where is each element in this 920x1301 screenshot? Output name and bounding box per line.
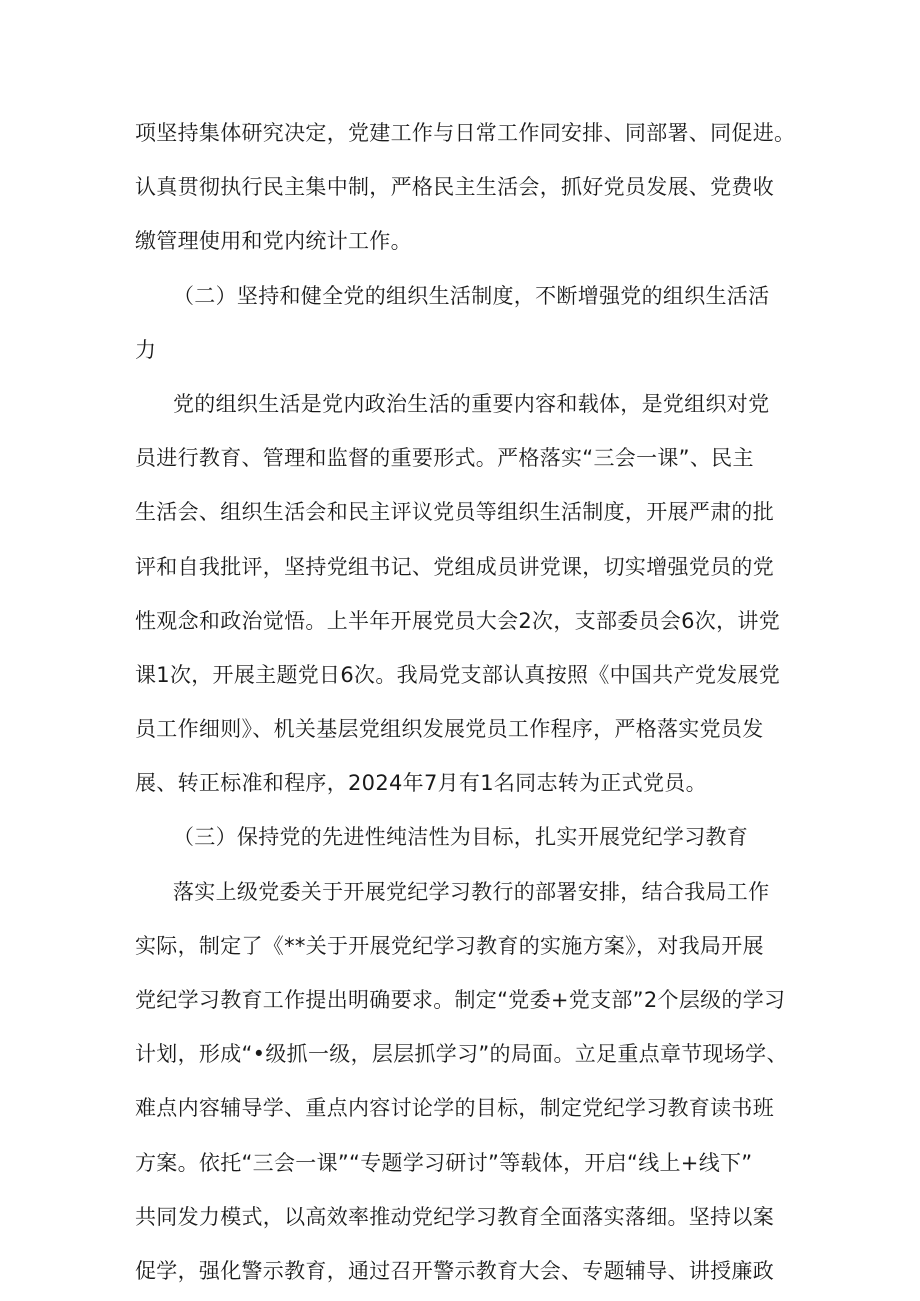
text-line: 实际，制定了《**关于开展党纪学习教育的实施方案》，对我局开展 <box>135 933 764 958</box>
text-line: 促学，强化警示教育，通过召开警示教育大会、专题辅导、讲授廉政 <box>135 1258 774 1283</box>
text-line: 员进行教育、管理和监督的重要形式。严格落实“三会一课”、民主 <box>135 446 754 471</box>
text-line: 共同发力模式，以高效率推动党纪学习教育全面落实落细。坚持以案 <box>135 1204 774 1229</box>
text-line: 方案。依托“三会一课”“专题学习研讨”等载体，开启“线上+线下” <box>135 1150 753 1175</box>
text-line: 落实上级党委关于开展党纪学习教行的部署安排，结合我局工作 <box>173 879 770 904</box>
document-body <box>135 106 800 1298</box>
section-heading-2: （二）坚持和健全党的组织生活制度，不断增强党的组织生活活 <box>173 283 770 308</box>
text-line: 缴管理使用和党内统计工作。 <box>135 229 412 254</box>
text-line: 认真贯彻执行民主集中制，严格民主生活会，抓好党员发展、党费收 <box>135 175 774 200</box>
text-line: 难点内容辅导学、重点内容讨论学的目标，制定党纪学习教育读书班 <box>135 1096 774 1121</box>
text-line: 性观念和政治觉悟。上半年开展党员大会2次，支部委员会6次，讲党 <box>135 608 781 633</box>
text-line: 项坚持集体研究决定，党建工作与日常工作同安排、同部署、同促进。 <box>135 121 796 145</box>
text-line: 党的组织生活是党内政治生活的重要内容和载体，是党组织对党 <box>173 391 770 416</box>
text-line: 计划，形成“•级抓一级，层层抓学习”的局面。立足重点章节现场学、 <box>135 1042 788 1067</box>
text-line: 党纪学习教育工作提出明确要求。制定“党委+党支部”2个层级的学习 <box>135 988 786 1012</box>
section-heading-3: （三）保持党的先进性纯洁性为目标，扎实开展党纪学习教育 <box>173 825 749 850</box>
text-line: 展、转正标准和程序，2024年7月有1名同志转为正式党员。 <box>135 771 707 796</box>
text-line: 员工作细则》、机关基层党组织发展党员工作程序，严格落实党员发 <box>135 717 764 742</box>
text-line: 评和自我批评，坚持党组书记、党组成员讲党课，切实增强党员的党 <box>135 554 774 579</box>
text-line: 生活会、组织生活会和民主评议党员等组织生活制度，开展严肃的批 <box>135 500 774 525</box>
section-heading-2-continued: 力 <box>135 337 157 362</box>
text-line: 课1次，开展主题党日6次。我局党支部认真按照《中国共产党发展党 <box>135 662 781 687</box>
